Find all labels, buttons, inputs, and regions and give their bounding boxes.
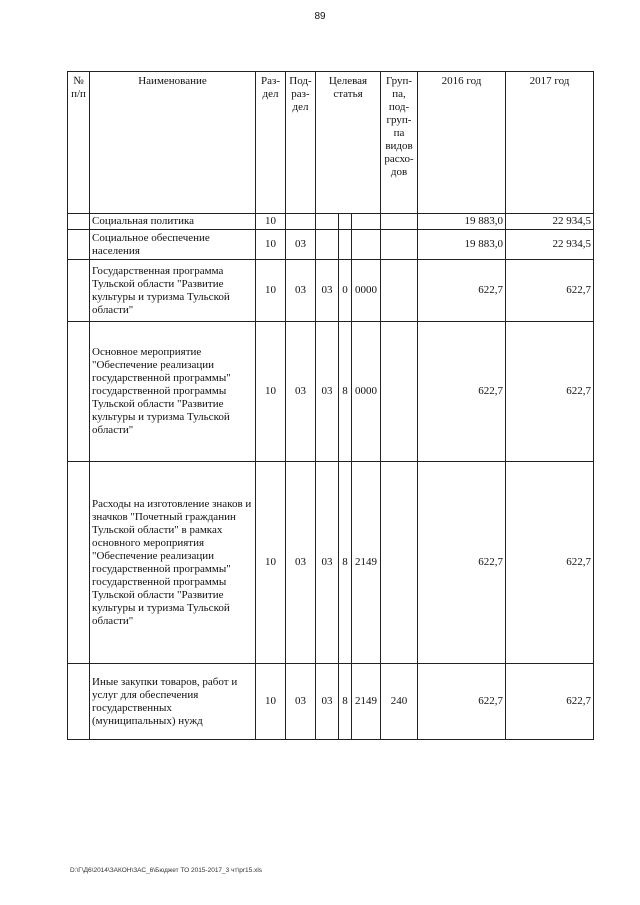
cell-razdel: 10 xyxy=(256,260,286,322)
cell-ts-direction: 0000 xyxy=(352,322,381,462)
cell-num xyxy=(68,664,90,740)
header-gruppa: Груп- па, под- груп- па видов расхо- дов xyxy=(381,72,418,214)
header-name: Наименование xyxy=(90,72,256,214)
cell-name: Социальное обеспечение населения xyxy=(90,230,256,260)
footer-file-path: D:\Г\Д6\2014\ЗАКОН\ЗАС_6\Бюджет ТО 2015-2017_3 чт\pr15.xls xyxy=(70,867,263,874)
cell-2017: 622,7 xyxy=(506,322,594,462)
cell-ts-subprogram: 8 xyxy=(339,322,352,462)
table-row xyxy=(68,230,594,260)
cell-num xyxy=(68,462,90,664)
cell-ts-subprogram: 8 xyxy=(339,664,352,740)
cell-2016: 622,7 xyxy=(418,322,506,462)
table-header-row xyxy=(68,72,594,214)
budget-table xyxy=(67,71,594,740)
cell-ts-subprogram xyxy=(339,214,352,230)
cell-name: Основное мероприятие "Обеспечение реализации государственной программы" государственной программы Тульской области "Развитие культуры и туризма Тульской области" xyxy=(90,322,256,462)
cell-podrazdel: 03 xyxy=(286,664,316,740)
cell-podrazdel: 03 xyxy=(286,230,316,260)
cell-gruppa xyxy=(381,260,418,322)
cell-ts-subprogram: 0 xyxy=(339,260,352,322)
cell-ts-direction: 0000 xyxy=(352,260,381,322)
cell-ts-direction: 2149 xyxy=(352,664,381,740)
cell-ts-direction xyxy=(352,214,381,230)
cell-gruppa xyxy=(381,462,418,664)
cell-ts-subprogram: 8 xyxy=(339,462,352,664)
header-2016: 2016 год xyxy=(418,72,506,214)
cell-gruppa xyxy=(381,230,418,260)
cell-razdel: 10 xyxy=(256,230,286,260)
cell-razdel: 10 xyxy=(256,664,286,740)
cell-podrazdel xyxy=(286,214,316,230)
cell-ts-direction: 2149 xyxy=(352,462,381,664)
cell-razdel: 10 xyxy=(256,462,286,664)
cell-podrazdel: 03 xyxy=(286,260,316,322)
cell-num xyxy=(68,230,90,260)
cell-name: Расходы на изготовление знаков и значков "Почетный гражданин Тульской области" в рамках основного мероприятия "Обеспечение реализации государственной программы" государственной программы Тульской области "Развитие культуры и туризма Тульской области" xyxy=(90,462,256,664)
header-podrazdel: Под- раз- дел xyxy=(286,72,316,214)
cell-2016: 19 883,0 xyxy=(418,230,506,260)
cell-gruppa xyxy=(381,322,418,462)
cell-name: Государственная программа Тульской области "Развитие культуры и туризма Тульской области" xyxy=(90,260,256,322)
cell-podrazdel: 03 xyxy=(286,462,316,664)
cell-name: Социальная политика xyxy=(90,214,256,230)
cell-razdel: 10 xyxy=(256,322,286,462)
cell-razdel: 10 xyxy=(256,214,286,230)
table-row xyxy=(68,260,594,322)
cell-2017: 622,7 xyxy=(506,664,594,740)
cell-ts-direction xyxy=(352,230,381,260)
cell-num xyxy=(68,260,90,322)
cell-num xyxy=(68,214,90,230)
cell-2017: 22 934,5 xyxy=(506,230,594,260)
table-row xyxy=(68,322,594,462)
cell-gruppa: 240 xyxy=(381,664,418,740)
page-number: 89 xyxy=(314,11,326,22)
cell-ts-program: 03 xyxy=(316,260,339,322)
table-row xyxy=(68,664,594,740)
header-num: № п/п xyxy=(68,72,90,214)
cell-2016: 622,7 xyxy=(418,664,506,740)
header-razdel: Раз- дел xyxy=(256,72,286,214)
header-tselevaya-statya: Целевая статья xyxy=(316,72,381,214)
cell-ts-program xyxy=(316,230,339,260)
cell-2017: 22 934,5 xyxy=(506,214,594,230)
table-row xyxy=(68,214,594,230)
table-row xyxy=(68,462,594,664)
cell-2016: 622,7 xyxy=(418,260,506,322)
cell-2017: 622,7 xyxy=(506,462,594,664)
cell-name: Иные закупки товаров, работ и услуг для обеспечения государственных (муниципальных) нужд xyxy=(90,664,256,740)
cell-podrazdel: 03 xyxy=(286,322,316,462)
header-2017: 2017 год xyxy=(506,72,594,214)
cell-ts-program: 03 xyxy=(316,462,339,664)
cell-2017: 622,7 xyxy=(506,260,594,322)
cell-gruppa xyxy=(381,214,418,230)
cell-ts-program: 03 xyxy=(316,322,339,462)
cell-ts-subprogram xyxy=(339,230,352,260)
cell-2016: 19 883,0 xyxy=(418,214,506,230)
cell-2016: 622,7 xyxy=(418,462,506,664)
cell-ts-program xyxy=(316,214,339,230)
cell-ts-program: 03 xyxy=(316,664,339,740)
cell-num xyxy=(68,322,90,462)
